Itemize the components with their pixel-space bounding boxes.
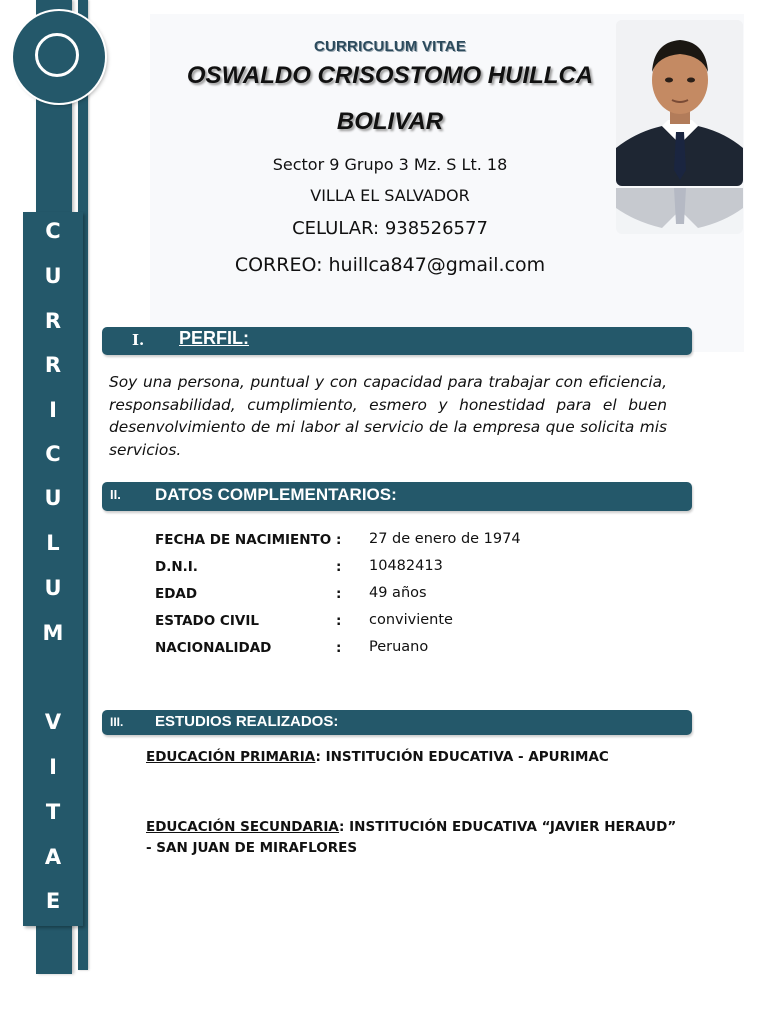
data-row-birthdate — [155, 532, 635, 554]
data-value: Peruano — [369, 639, 429, 655]
circle-ring — [35, 33, 79, 77]
vertical-letter: C — [45, 219, 61, 243]
email-line: CORREO: huillca847@gmail.com — [234, 254, 546, 276]
section-number: I. — [132, 331, 145, 349]
education-item-secondary — [146, 817, 686, 859]
section-number: III. — [110, 715, 124, 729]
data-label: EDAD — [155, 586, 198, 602]
data-row-nationality — [155, 640, 635, 662]
section-number: II. — [110, 487, 121, 502]
portrait-icon — [616, 20, 743, 186]
data-label: NACIONALIDAD — [155, 640, 272, 656]
profile-text: Soy una persona, puntual y con capacidad para trabajar con eficiencia, responsabilidad, cumplimiento, esmero y honestidad para el buen desenvolvimiento de mi labor al servicio de la empresa que solicita mis servicios. — [109, 373, 667, 459]
section-header-profile — [102, 327, 692, 355]
vertical-letter: L — [46, 531, 60, 555]
data-row-age — [155, 586, 635, 608]
vertical-letter: T — [45, 800, 61, 824]
vertical-letter: U — [44, 486, 62, 510]
full-name-line2: BOLIVAR — [336, 108, 444, 135]
data-colon: : — [336, 559, 342, 575]
phone-line: CELULAR: 938526577 — [292, 218, 488, 239]
section-header-personal-data — [102, 482, 692, 511]
portrait-reflection-icon — [616, 188, 743, 234]
data-row-dni — [155, 559, 635, 581]
vertical-letter: I — [49, 398, 57, 422]
document-title: CURRICULUM VITAE — [313, 38, 467, 55]
photo-reflection — [616, 188, 743, 234]
data-colon: : — [336, 586, 342, 602]
section-title: PERFIL: — [179, 328, 249, 348]
data-value: 27 de enero de 1974 — [369, 531, 521, 547]
decorative-circle-icon — [13, 11, 105, 103]
data-value: 10482413 — [369, 558, 443, 574]
vertical-letter: R — [44, 353, 62, 377]
data-value: 49 años — [369, 585, 427, 601]
address-line: Sector 9 Grupo 3 Mz. S Lt. 18 — [272, 155, 508, 174]
section-title: DATOS COMPLEMENTARIOS: — [155, 485, 397, 504]
profile-photo — [616, 20, 743, 186]
vertical-letter: A — [44, 845, 62, 869]
data-colon: : — [336, 640, 342, 656]
data-label: D.N.I. — [155, 559, 198, 575]
education-item-primary — [146, 747, 686, 768]
data-colon: : — [336, 532, 342, 548]
education-institution: : INSTITUCIÓN EDUCATIVA “JAVIER HERAUD” - SAN JUAN DE MIRAFLORES — [146, 819, 677, 856]
education-institution: : INSTITUCIÓN EDUCATIVA - APURIMAC — [315, 749, 609, 765]
section-title: ESTUDIOS REALIZADOS: — [155, 713, 339, 730]
vertical-letter: C — [45, 442, 61, 466]
data-row-civil-status — [155, 613, 635, 635]
education-level: EDUCACIÓN PRIMARIA — [146, 749, 316, 765]
data-label: FECHA DE NACIMIENTO — [155, 532, 332, 548]
education-level: EDUCACIÓN SECUNDARIA — [146, 819, 340, 835]
section-header-education — [102, 710, 692, 735]
vertical-title-band — [23, 212, 83, 926]
vertical-letter: E — [45, 889, 61, 913]
vertical-letter: U — [44, 576, 62, 600]
vertical-letter: V — [44, 710, 62, 734]
vertical-letter: I — [49, 755, 57, 779]
data-label: ESTADO CIVIL — [155, 613, 259, 629]
full-name-line1: OSWALDO CRISOSTOMO HUILLCA — [186, 62, 594, 89]
data-value: conviviente — [369, 612, 453, 628]
district-line: VILLA EL SALVADOR — [310, 186, 470, 205]
vertical-letter: R — [44, 309, 62, 333]
data-colon: : — [336, 613, 342, 629]
vertical-letter: M — [42, 621, 64, 645]
vertical-letter: U — [44, 264, 62, 288]
